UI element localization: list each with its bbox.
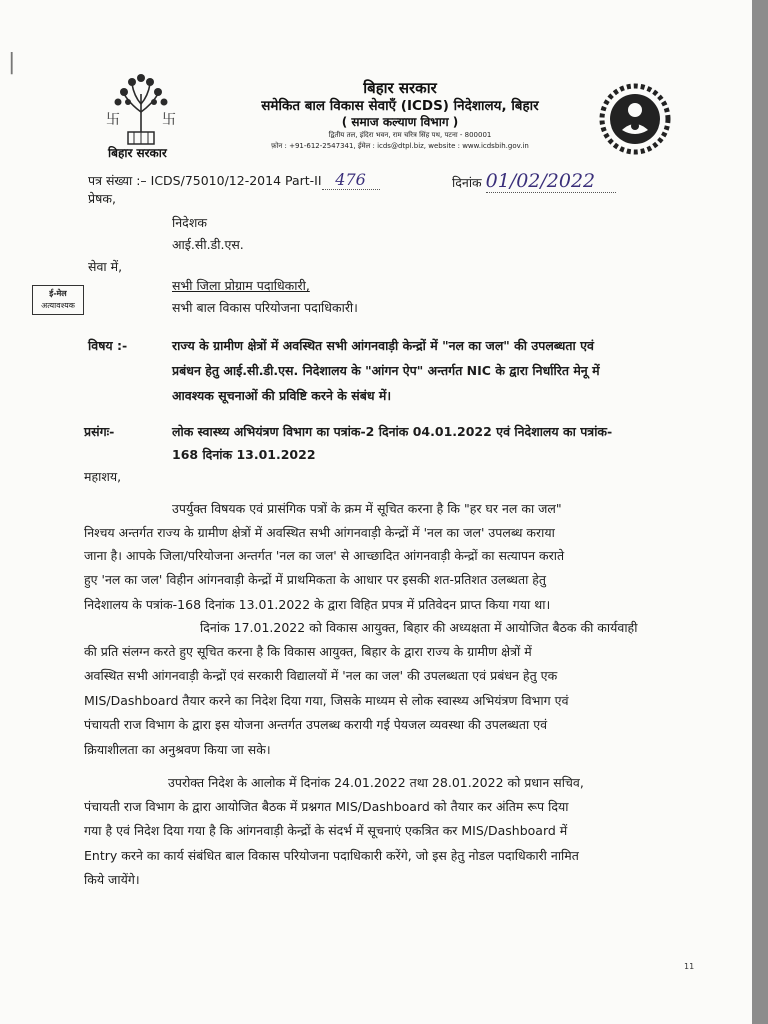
icds-emblem [598,82,672,156]
page-number: 11 [684,962,695,971]
subject-line-2: प्रबंधन हेतु आई.सी.डी.एस. निदेशालय के "आंगन ऐप" अन्तर्गत NIC के द्वारा निर्धारित मेनू में [172,363,600,378]
sender-office: आई.सी.डी.एस. [172,237,244,252]
stamp-line-1: ई-मेल [49,289,67,298]
para3-line1: उपरोक्त निदेश के आलोक में दिनांक 24.01.2022 तथा 28.01.2022 को प्रधान सचिव, [168,775,584,790]
para1-line3: जाना है। आपके जिला/परियोजना अन्तर्गत 'नल का जल' से आच्छादित आंगनवाड़ी केन्द्रों का सत्यापन कराते [84,548,565,563]
para2-line5: पंचायती राज विभाग के द्वारा इस योजना अन्तर्गत उपलब्ध करायी गई पेयजल व्यवस्था की उपलब्धता एवं [84,717,548,732]
contact-line: फ़ोन : +91-612-2547341, ईमेल : icds@dtpl.biz, website : www.icdsbih.gov.in [271,142,529,150]
reference-label: प्रसंगः- [84,424,115,439]
para2-line1: दिनांक 17.01.2022 को विकास आयुक्त, बिहार की अध्यक्षता में आयोजित बैठक की कार्यवाही [200,620,638,635]
reference-line-2: 168 दिनांक 13.01.2022 [172,447,316,462]
sender-designation: निदेशक [172,215,207,230]
letter-date: दिनांक 01/02/2022 [452,170,616,193]
svg-text:卐: 卐 [162,112,176,128]
subject-line-1: राज्य के ग्रामीण क्षेत्रों में अवस्थित सभी आंगनवाड़ी केन्द्रों में "नल का जल" की उपलब्धता एवं [172,338,594,353]
para2-line2: की प्रति संलग्न करते हुए सूचित करना है कि विकास आयुक्त, बिहार के द्वारा राज्य के ग्रामीण क्षेत्रों में [84,644,532,659]
recipient-line-1: सभी जिला प्रोग्राम पदाधिकारी, [172,278,310,293]
para2-line4: MIS/Dashboard तैयार करने का निदेश दिया गया, जिसके माध्यम से लोक स्वास्थ्य अभियंत्रण विभाग एवं [84,693,569,708]
logo-caption: बिहार सरकार [108,146,167,160]
salutation: महाशय, [84,469,122,484]
sender-label: प्रेषक, [88,191,116,206]
margin-mark: | [8,50,16,75]
para3-line2: पंचायती राज विभाग के द्वारा आयोजित बैठक में प्रश्नगत MIS/Dashboard को तैयार कर अंतिम रूप दिया [84,799,569,814]
stamp-line-2: अत्यावश्यक [41,301,75,310]
para1-line5: निदेशालय के पत्रांक-168 दिनांक 13.01.2022 के द्वारा विहित प्रपत्र में प्रतिवेदन प्राप्त किया गया था। [84,597,551,612]
recipient-line-2: सभी बाल विकास परियोजना पदाधिकारी। [172,300,358,315]
para2-line6: क्रियाशीलता का अनुश्रवण किया जा सके। [84,742,271,757]
subject-line-3: आवश्यक सूचनाओं की प्रविष्टि करने के संबंध में। [172,388,392,403]
address-line: द्वितीय तल, इंदिरा भवन, राम चरित्र सिंह पथ, पटना - 800001 [328,131,492,139]
bihar-government-logo [100,72,182,162]
para1-line4: हुए 'नल का जल' विहीन आंगनवाड़ी केन्द्रों में प्राथमिकता के आधार पर इसकी शत-प्रतिशत उलब्धता हेतु [84,572,547,587]
para3-line4: Entry करने का कार्य संबंधित बाल विकास परियोजना पदाधिकारी करेंगे, जो इस हेतु नोडल पदाधिकारी नामित [84,848,579,863]
urgent-email-stamp [32,285,84,315]
para1-line1: उपर्युक्त विषयक एवं प्रासंगिक पत्रों के क्रम में सूचित करना है कि "हर घर नल का जल" [172,501,562,516]
para3-line5: किये जायेंगे। [84,872,140,887]
para3-line3: गया है एवं निदेश दिया गया है कि आंगनवाड़ी केन्द्रों के संदर्भ में सूचनाएं एकत्रित कर MIS/Dashboard में [84,823,568,838]
handwritten-date: 01/02/2022 [486,170,616,193]
department-name: ( समाज कल्याण विभाग ) [341,115,459,129]
para1-line2: निश्चय अन्तर्गत राज्य के ग्रामीण क्षेत्रों में अवस्थित सभी आंगनवाड़ी केन्द्रों में 'नल का जल' उपलब्ध कराया [84,525,555,540]
recipient-label: सेवा में, [88,259,123,274]
reference-line-1: लोक स्वास्थ्य अभियंत्रण विभाग का पत्रांक-2 दिनांक 04.01.2022 एवं निदेशालय का पत्रांक- [172,424,613,439]
scan-edge [752,0,768,1024]
para2-line3: अवस्थित सभी आंगनवाड़ी केन्द्रों एवं सरकारी विद्यालयों में 'नल का जल' की उपलब्धता एवं प्रबंधन हेतु एक [84,668,558,683]
subject-label: विषय :- [88,338,128,353]
letter-number: पत्र संख्या :– ICDS/75010/12-2014 Part-II 476 [88,170,380,190]
svg-text:卐: 卐 [106,112,120,128]
directorate-name: समेकित बाल विकास सेवाएँ (ICDS) निदेशालय, बिहार [261,98,539,114]
government-title: बिहार सरकार [363,79,437,97]
handwritten-letter-number: 476 [322,170,380,190]
